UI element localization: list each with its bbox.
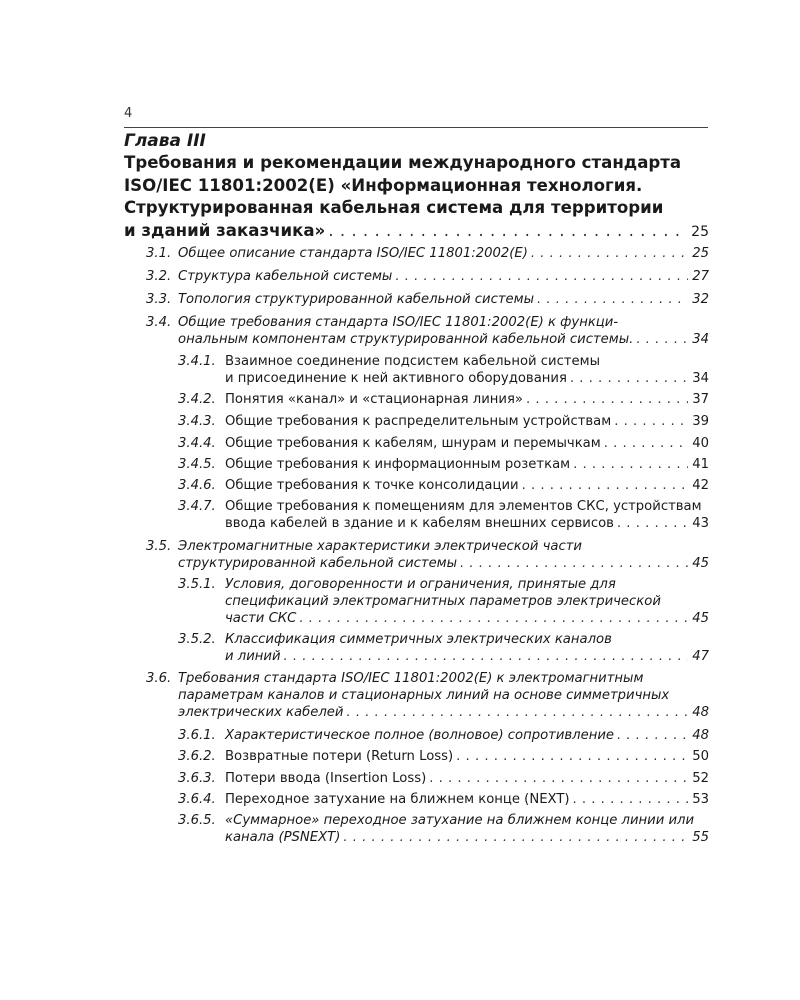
dot-leader (617, 515, 688, 532)
entry-title: Общие требования к распределительным устройствам (225, 414, 612, 429)
entry-title: Переходное затухание на ближнем конце (NEXT) (225, 792, 570, 807)
dot-leader (636, 331, 688, 348)
entry-title: Потери ввода (Insertion Loss) (225, 771, 427, 786)
entry-number: 3.1. (146, 246, 172, 261)
chapter-page-number: 25 (691, 223, 709, 240)
entry-number: 3.4.2. (178, 392, 216, 407)
page-number: 4 (124, 106, 133, 121)
dot-leader (570, 370, 688, 387)
entry-title-line: Классификация симметричных электрических каналов (225, 632, 612, 647)
chapter-label: Глава III (124, 131, 206, 151)
chapter-title (124, 152, 709, 243)
dot-leader (573, 456, 688, 473)
entry-title: Понятия «канал» и «стационарная линия» (225, 392, 523, 407)
entry-title: структурированной кабельной системы (178, 556, 458, 571)
entry-title: ональным компонентам структурированной кабельной системы. (178, 332, 634, 347)
entry-number: 3.5.2. (178, 632, 216, 647)
entry-page-number: 41 (692, 457, 709, 472)
entry-number: 3.6. (146, 671, 172, 686)
entry-number: 3.6.1. (178, 728, 216, 743)
dot-leader (346, 704, 688, 721)
entry-number: 3.4.1. (178, 354, 216, 369)
entry-title: канала (PSNEXT) (225, 830, 341, 845)
entry-page-number: 45 (692, 556, 709, 571)
entry-title-line: Требования стандарта ISO/IEC 11801:2002(E) к электромагнитным (178, 671, 644, 686)
dot-leader (522, 477, 689, 494)
entry-title-line: Взаимное соединение подсистем кабельной системы (225, 354, 601, 369)
entry-page-number: 34 (692, 371, 709, 386)
dot-leader (617, 727, 688, 744)
dot-leader (460, 555, 688, 572)
entry-title: Общие требования к точке консолидации (225, 478, 519, 493)
entry-title-line: Условия, договоренности и ограничения, принятые для (225, 577, 616, 592)
entry-title: Общее описание стандарта ISO/IEC 11801:2002(E) (178, 246, 528, 261)
entry-title: электрических кабелей (178, 705, 344, 720)
dot-leader (573, 791, 689, 808)
dot-leader (456, 748, 688, 765)
entry-title: Характеристическое полное (волновое) сопротивление (225, 728, 615, 743)
entry-title: и присоединение к ней активного оборудования (225, 371, 567, 386)
entry-page-number: 40 (692, 436, 709, 451)
entry-number: 3.3. (146, 292, 172, 307)
entry-page-number: 43 (692, 516, 709, 531)
entry-number: 3.5. (146, 539, 172, 554)
header-rule (124, 127, 708, 128)
chapter-title-line: и зданий заказчика» (124, 220, 326, 240)
entry-title: Топология структурированной кабельной системы (178, 292, 534, 307)
entry-number: 3.5.1. (178, 577, 216, 592)
entry-page-number: 32 (692, 292, 709, 307)
dot-leader (284, 648, 689, 665)
entry-title: и линий (225, 649, 281, 664)
entry-number: 3.6.5. (178, 813, 216, 828)
chapter-title-line: Требования и рекомендации международного стандарта (124, 153, 682, 172)
entry-page-number: 37 (692, 392, 709, 407)
entry-title-line: Электромагнитные характеристики электрической части (178, 539, 582, 554)
dot-leader (526, 391, 688, 408)
entry-title-line: спецификаций электромагнитных параметров электрической (225, 594, 661, 609)
entry-page-number: 39 (692, 414, 709, 429)
entry-number: 3.2. (146, 269, 172, 284)
entry-page-number: 47 (692, 649, 709, 664)
entry-number: 3.4.6. (178, 478, 216, 493)
entry-page-number: 55 (692, 830, 709, 845)
dot-leader (343, 829, 688, 846)
entry-page-number: 25 (692, 246, 709, 261)
entry-page-number: 50 (692, 749, 709, 764)
entry-number: 3.4.7. (178, 499, 216, 514)
entry-page-number: 48 (692, 728, 709, 743)
entry-number: 3.6.4. (178, 792, 216, 807)
entry-title-line: Общие требования к помещениям для элементов СКС, устройствам (225, 499, 702, 514)
entry-title-line: параметрам каналов и стационарных линий на основе симметричных (178, 688, 670, 703)
entry-number: 3.4.4. (178, 436, 216, 451)
entry-number: 3.4. (146, 315, 172, 330)
entry-page-number: 34 (692, 332, 709, 347)
entry-title-line: Общие требования стандарта ISO/IEC 11801:2002(E) к функци- (178, 315, 619, 330)
entry-page-number: 45 (692, 611, 709, 626)
entry-number: 3.6.3. (178, 771, 216, 786)
entry-title: Общие требования к информационным розеткам (225, 457, 571, 472)
dot-leader (299, 610, 688, 627)
entry-title: Общие требования к кабелям, шнурам и перемычкам (225, 436, 601, 451)
chapter-title-line: ISO/IEC 11801:2002(E) «Информационная технология. (124, 175, 643, 195)
dot-leader (395, 268, 688, 285)
entry-title-line: «Суммарное» переходное затухание на ближнем конце линии или (225, 813, 695, 828)
dot-leader (429, 770, 688, 787)
entry-number: 3.4.5. (178, 457, 216, 472)
entry-number: 3.6.2. (178, 749, 216, 764)
entry-page-number: 53 (692, 792, 709, 807)
entry-page-number: 52 (692, 771, 709, 786)
entry-page-number: 42 (692, 478, 709, 493)
entry-title: Структура кабельной системы (178, 269, 393, 284)
dot-leader (537, 291, 688, 308)
entry-page-number: 48 (692, 705, 709, 720)
entry-title: части СКС (225, 611, 297, 626)
dot-leader (604, 435, 689, 452)
dot-leader (328, 220, 687, 243)
chapter-title-line: Структурированная кабельная система для территории (124, 198, 664, 217)
entry-page-number: 27 (692, 269, 709, 284)
dot-leader (614, 413, 688, 430)
entry-title: Возвратные потери (Return Loss) (225, 749, 454, 764)
dot-leader (531, 245, 688, 262)
entry-number: 3.4.3. (178, 414, 216, 429)
entry-title: ввода кабелей в здание и к кабелям внешних сервисов (225, 516, 614, 531)
